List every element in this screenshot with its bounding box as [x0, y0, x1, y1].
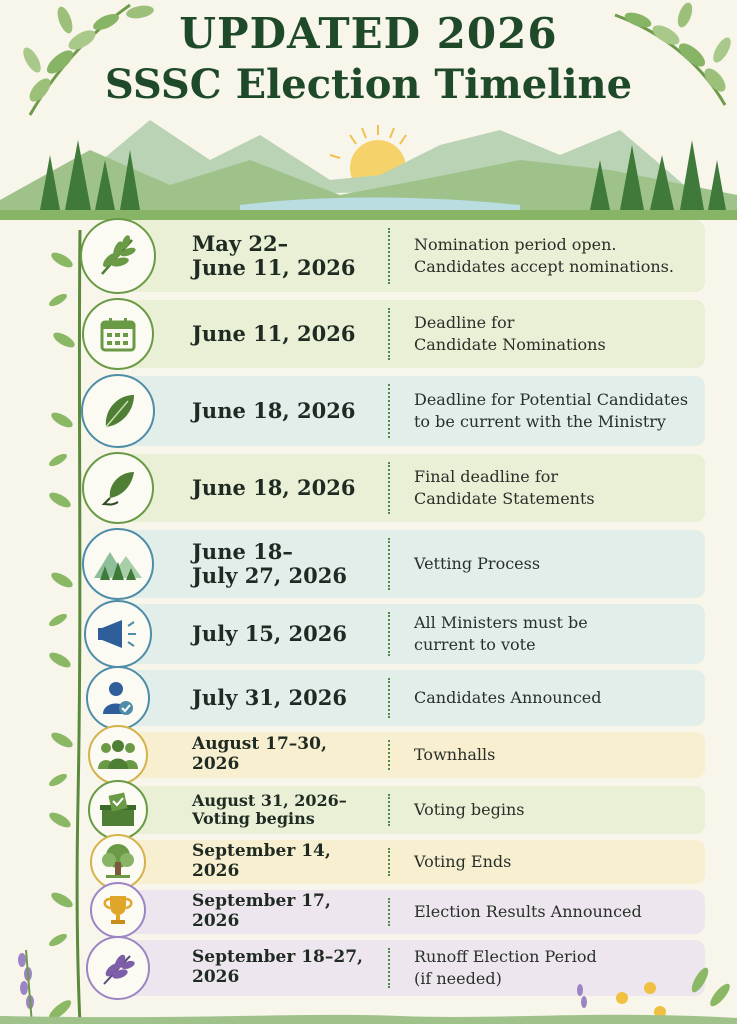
- event-date: June 18– July 27, 2026: [192, 538, 347, 588]
- title-line-2: SSSC Election Timeline: [104, 61, 633, 108]
- timeline-row: [120, 604, 705, 664]
- event-description: Nomination period open. Candidates accept nominations.: [414, 235, 674, 276]
- row-divider: [388, 794, 390, 826]
- row-divider: [388, 538, 390, 590]
- event-date: September 18–27, 2026: [192, 947, 363, 987]
- calendar-icon: [82, 298, 154, 370]
- event-date: May 22– June 11, 2026: [192, 230, 356, 280]
- row-divider: [388, 612, 390, 656]
- row-divider: [388, 740, 390, 770]
- row-divider: [388, 462, 390, 514]
- event-description: Runoff Election Period (if needed): [414, 947, 597, 988]
- event-description: Deadline for Candidate Nominations: [414, 313, 606, 354]
- event-description: Vetting Process: [414, 554, 541, 574]
- bottom-flowers-icon: [0, 940, 737, 1024]
- timeline-row: [120, 732, 705, 778]
- event-description: Final deadline for Candidate Statements: [414, 467, 595, 508]
- timeline-row: [120, 670, 705, 726]
- mountains-icon: [82, 528, 154, 600]
- timeline-row: [120, 454, 705, 522]
- event-description: Voting Ends: [414, 852, 512, 872]
- row-divider: [388, 848, 390, 876]
- timeline-row: [120, 530, 705, 598]
- quill-icon: [82, 452, 154, 524]
- group-icon: [88, 725, 148, 785]
- timeline-row: [120, 840, 705, 884]
- event-date: June 11, 2026: [192, 320, 356, 346]
- timeline-row: [120, 376, 705, 446]
- event-description: Townhalls: [414, 745, 496, 765]
- timeline-row: [120, 220, 705, 292]
- event-date: July 31, 2026: [192, 684, 347, 710]
- event-date: August 31, 2026– Voting begins: [192, 790, 347, 828]
- timeline-row: [120, 300, 705, 368]
- timeline-row: [120, 786, 705, 834]
- branch-icon: [80, 218, 156, 294]
- event-date: September 14, 2026: [192, 841, 331, 881]
- event-description: All Ministers must be current to vote: [414, 613, 588, 654]
- event-date: June 18, 2026: [192, 474, 356, 500]
- title-line-1: UPDATED 2026: [179, 9, 558, 58]
- event-description: Voting begins: [414, 800, 525, 820]
- row-divider: [388, 898, 390, 926]
- event-description: Election Results Announced: [414, 902, 642, 922]
- event-description: Candidates Announced: [414, 688, 602, 708]
- ballot-box-icon: [88, 780, 148, 840]
- event-description: Deadline for Potential Candidates to be current with the Ministry: [414, 390, 689, 431]
- row-divider: [388, 308, 390, 360]
- timeline-row: [120, 890, 705, 934]
- leaf-icon: [81, 374, 155, 448]
- event-date: August 17–30, 2026: [192, 734, 327, 774]
- megaphone-icon: [84, 600, 152, 668]
- event-date: September 17, 2026: [192, 891, 331, 931]
- event-date: July 15, 2026: [192, 620, 347, 646]
- trophy-icon: [90, 882, 146, 938]
- person-check-icon: [86, 666, 150, 730]
- event-date: June 18, 2026: [192, 397, 356, 423]
- row-divider: [388, 228, 390, 284]
- page-title: [0, 8, 737, 110]
- row-divider: [388, 384, 390, 438]
- row-divider: [388, 678, 390, 718]
